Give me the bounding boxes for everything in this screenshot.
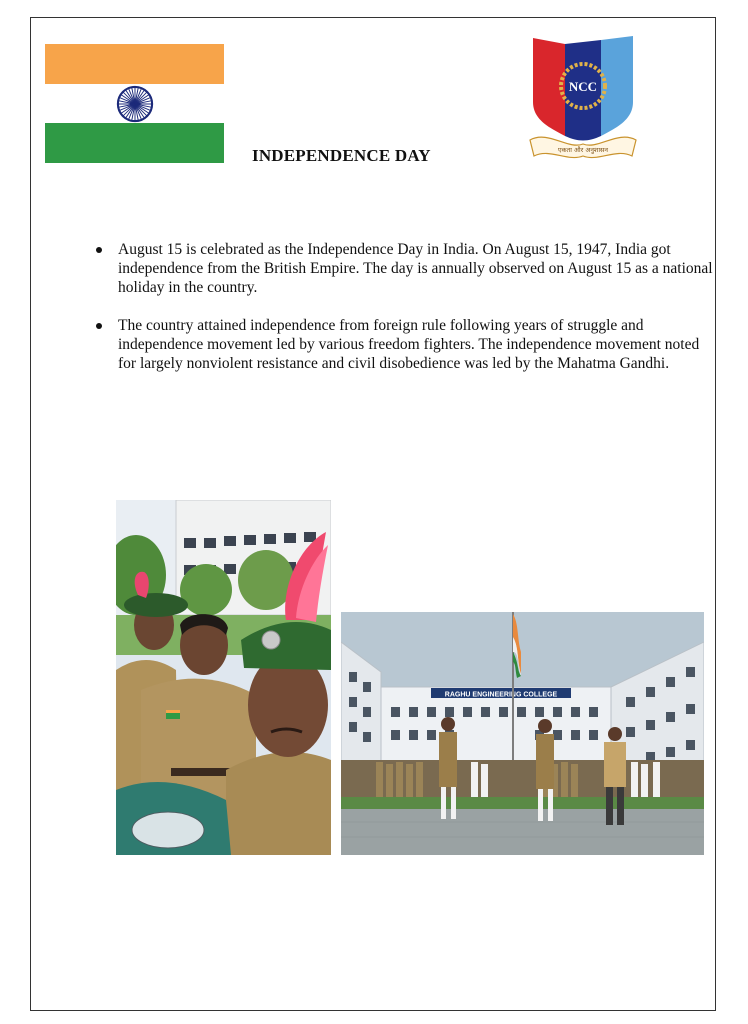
flag-saffron-band [45, 44, 224, 84]
cadets-selfie-photo [116, 500, 331, 855]
ncc-logo [528, 32, 638, 162]
flag-white-band [45, 84, 224, 124]
bullet-text: August 15 is celebrated as the Independence Day in India. On August 15, 1947, India got independence from the British Empire. The day is annually observed on August 15 as a national holiday in the country. [118, 241, 713, 296]
building-sign-text: RAGHU ENGINEERING COLLEGE [444, 691, 558, 699]
list-item [90, 240, 715, 297]
ashoka-chakra-icon [116, 85, 154, 123]
bullet-icon [96, 247, 102, 253]
indian-flag-image [45, 44, 224, 163]
flag-hoisting-photo [341, 612, 704, 855]
flag-green-band [45, 123, 224, 163]
bullet-text: The country attained independence from foreign rule following years of struggle and independence movement led by various freedom fighters. The independence movement noted for largely nonviolent resistance and civil disobedience was led by the Mahatma Gandhi. [118, 317, 700, 372]
list-item [90, 316, 715, 373]
page-title: INDEPENDENCE DAY [252, 146, 431, 165]
ncc-motto: एकता और अनुशासन [557, 146, 609, 154]
bullet-icon [96, 323, 102, 329]
ncc-logo-text: NCC [568, 79, 598, 94]
bullet-list [90, 240, 715, 392]
